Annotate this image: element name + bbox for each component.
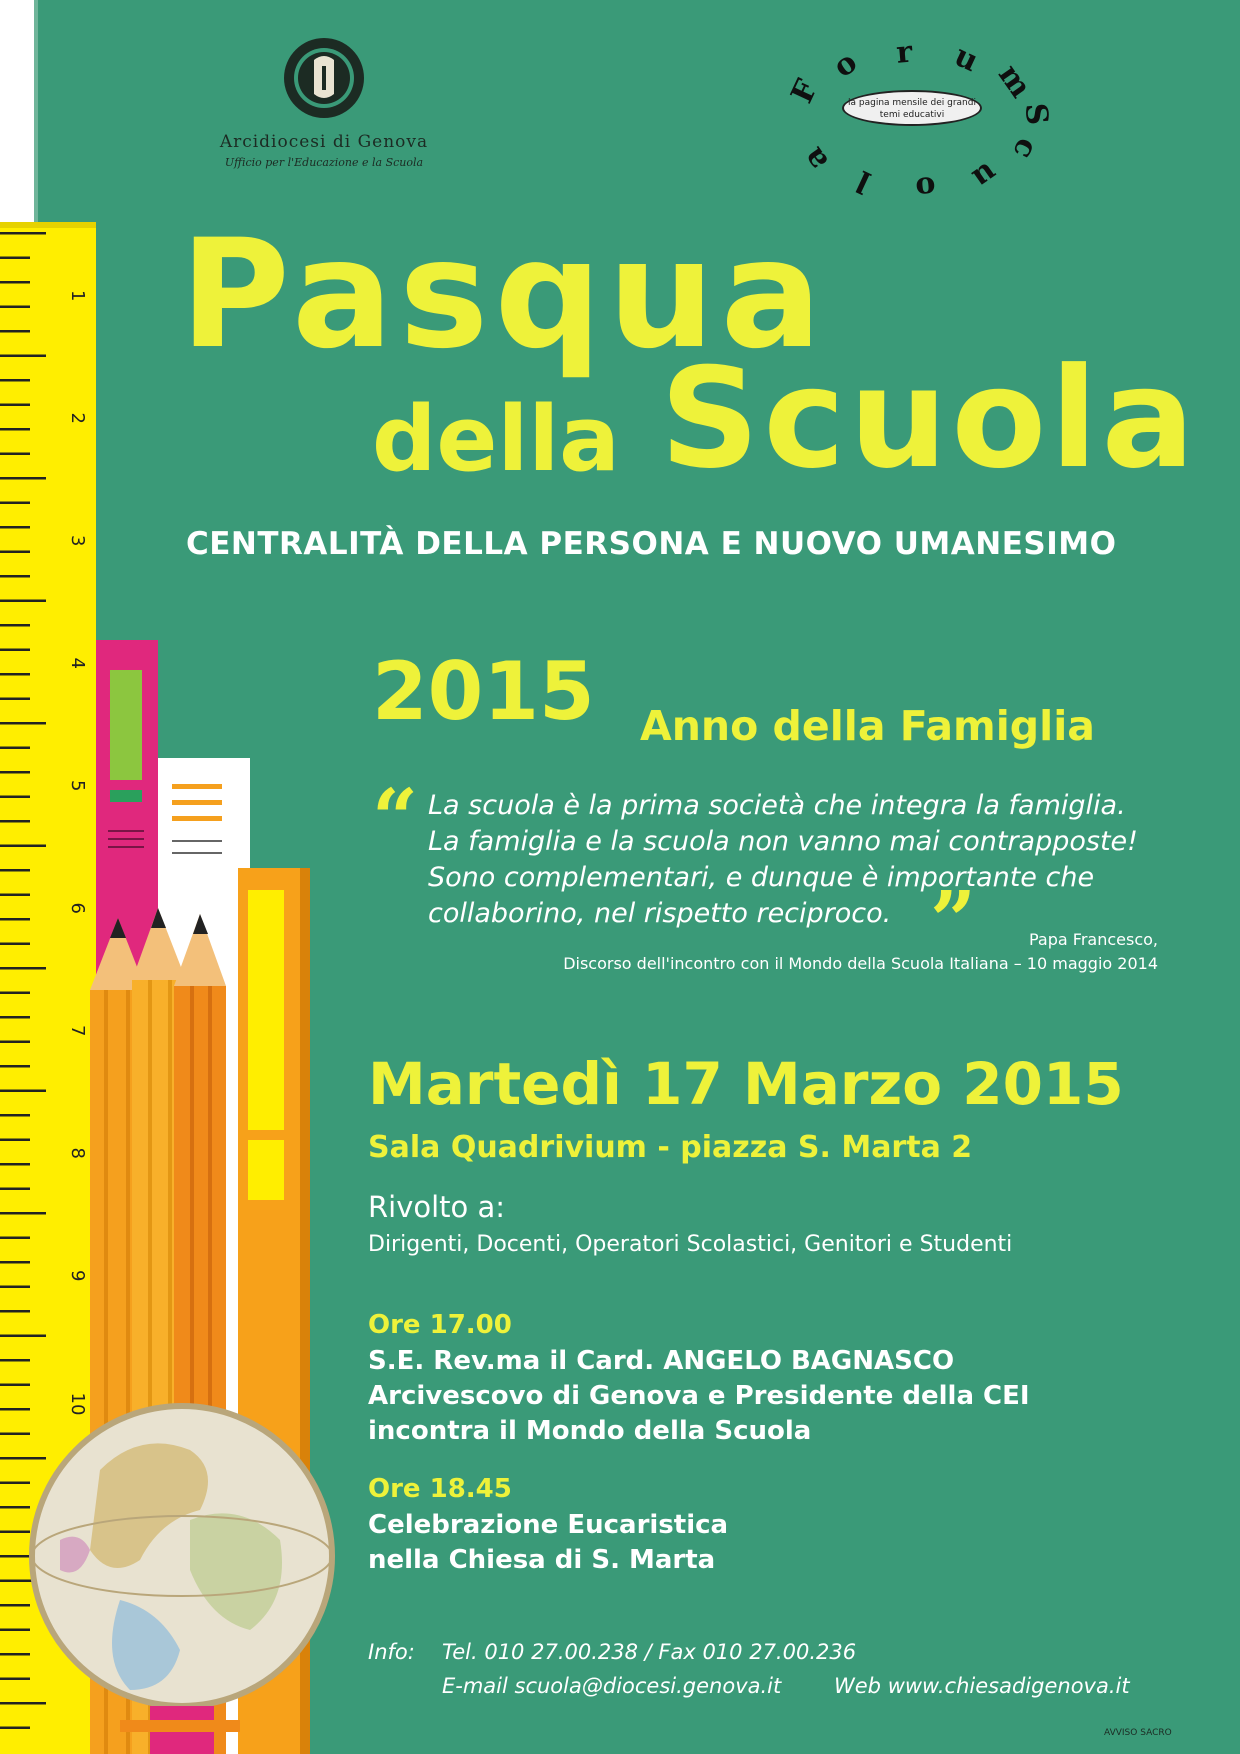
forum-scuola-logo [784,34,1055,206]
quote-text [428,788,1168,932]
quote-line: Sono complementari, e dunque è importante che [428,862,1095,893]
ruler-tick [0,551,30,554]
schedule-line: nella Chiesa di S. Marta [368,1545,716,1575]
archdiocese-subtitle: Ufficio per l'Educazione e la Scuola [224,156,424,169]
school-supplies-illustration [0,200,340,1754]
forum-tagline: la pagina mensile dei grandi temi educativi [842,90,982,126]
forum-letter: o [827,44,864,85]
ruler-tick [0,845,46,848]
ruler-tick [0,1139,30,1142]
schedule-time: Ore 17.00 [368,1310,512,1340]
ruler-tick [0,1408,30,1411]
event-venue: Sala Quadrivium - piazza S. Marta 2 [368,1130,973,1165]
info-phone-fax: Tel. 010 27.00.238 / Fax 010 27.00.236 [442,1640,857,1664]
ruler-tick [0,1359,30,1362]
ruler-number: 2 [67,412,88,424]
year-number: 2015 [372,645,595,738]
quote-line: collaborino, nel rispetto reciproco. [428,898,892,929]
ruler-tick [0,306,30,309]
ruler-tick [0,1065,30,1068]
ruler-tick [0,355,46,358]
ruler-tick [0,1384,30,1387]
ruler-tick [0,722,46,725]
ruler-number: 9 [67,1270,88,1282]
forum-letter: l [851,162,877,200]
ruler-tick [0,428,30,431]
ruler-tick [0,796,30,799]
archdiocese-seal-icon [282,36,366,120]
ruler-number: 6 [67,902,88,914]
ruler-tick [0,1678,30,1681]
forum-letter: u [949,38,984,80]
ruler-tick [0,600,46,603]
ruler-tick [0,1702,46,1705]
info-email: E-mail scuola@diocesi.genova.it [442,1674,782,1698]
ruler-tick [0,281,30,284]
event-date: Martedì 17 Marzo 2015 [368,1050,1124,1118]
ruler-tick [0,404,30,407]
ruler-tick [0,1310,30,1313]
ruler-tick [0,967,46,970]
quote-line: La scuola è la prima società che integra la famiglia. [428,790,1126,821]
forum-letter: o [914,168,938,206]
ruler-tick [0,1653,30,1656]
ruler-tick [0,232,46,235]
notice-label: AVVISO SACRO [1104,1728,1172,1738]
year-label: Anno della Famiglia [640,702,1095,750]
ruler-tick [0,526,30,529]
forum-letter: c [1005,132,1045,165]
ruler-tick [0,1188,30,1191]
title-scuola: Scuola [660,338,1199,499]
ruler-tick [0,1212,46,1215]
forum-letter: u [965,154,1004,196]
ruler-tick [0,894,30,897]
ruler-tick [0,1016,30,1019]
ruler-tick [0,330,30,333]
ruler-tick [0,1261,30,1264]
ruler-tick [0,379,30,382]
quote-line: La famiglia e la scuola non vanno mai contrapposte! [428,826,1138,857]
title-della: della [372,387,620,492]
ruler-tick [0,1041,30,1044]
ruler-tick [0,869,30,872]
ruler-number: 5 [67,780,88,792]
ruler-tick [0,1090,46,1093]
ruler-tick [0,453,30,456]
ruler-tick [0,918,30,921]
ruler-tick [0,673,30,676]
ruler-number: 3 [67,535,88,547]
archdiocese-title: Arcidiocesi di Genova [219,132,429,152]
quote-open-mark: “ [372,771,419,865]
ruler-tick [0,747,30,750]
ruler-tick [0,477,46,480]
ruler-tick [0,1506,30,1509]
ruler-tick [0,698,30,701]
ruler-tick [0,1531,30,1534]
ruler-tick [0,1482,30,1485]
ruler-tick [0,1727,30,1730]
ruler-tick [0,1629,30,1632]
schedule-line: incontra il Mondo della Scuola [368,1416,812,1446]
ruler-number: 7 [67,1025,88,1037]
ruler-tick [0,575,30,578]
ruler-tick [0,1555,30,1558]
ruler-tick [0,992,30,995]
schedule-line: Celebrazione Eucaristica [368,1510,729,1540]
ruler-tick [0,624,30,627]
schedule-time: Ore 18.45 [368,1474,512,1504]
ruler-number: 1 [67,290,88,302]
quote-author: Papa Francesco, [1029,930,1158,949]
ruler-tick [0,820,30,823]
schedule-line: S.E. Rev.ma il Card. ANGELO BAGNASCO [368,1346,955,1376]
forum-letter: S [1017,101,1055,127]
quote-source: Discorso dell'incontro con il Mondo della Scuola Italiana – 10 maggio 2014 [563,954,1158,973]
ruler-tick [0,649,30,652]
ruler-number: 10 [67,1392,88,1416]
info-label: Info: [368,1640,415,1664]
archdiocese-logo [200,36,448,176]
quote-close-mark: ” [930,873,977,967]
forum-letter: r [894,34,914,71]
ruler-number: 8 [67,1147,88,1159]
audience-list: Dirigenti, Docenti, Operatori Scolastici, Genitori e Studenti [368,1232,1013,1257]
ruler-tick [0,257,30,260]
ruler-tick [0,1433,30,1436]
audience-title: Rivolto a: [368,1190,506,1224]
title-pasqua: Pasqua [180,208,828,382]
ruler-tick [0,1335,46,1338]
ruler-tick [0,1237,30,1240]
ruler-tick [0,1163,30,1166]
schedule-line: Arcivescovo di Genova e Presidente della CEI [368,1381,1030,1411]
ruler-number: 4 [67,657,88,669]
forum-letter: F [784,74,826,109]
ruler-tick [0,1286,30,1289]
ruler-tick [0,1457,46,1460]
ruler-tick [0,502,30,505]
subtitle: CENTRALITÀ DELLA PERSONA E NUOVO UMANESIMO [186,526,1117,562]
forum-letter: m [991,58,1038,105]
ruler-tick [0,1114,30,1117]
ruler-tick [0,771,30,774]
forum-letter: a [795,140,836,177]
ruler-tick [0,1604,30,1607]
info-website: Web www.chiesadigenova.it [834,1674,1130,1698]
ruler-tick [0,943,30,946]
